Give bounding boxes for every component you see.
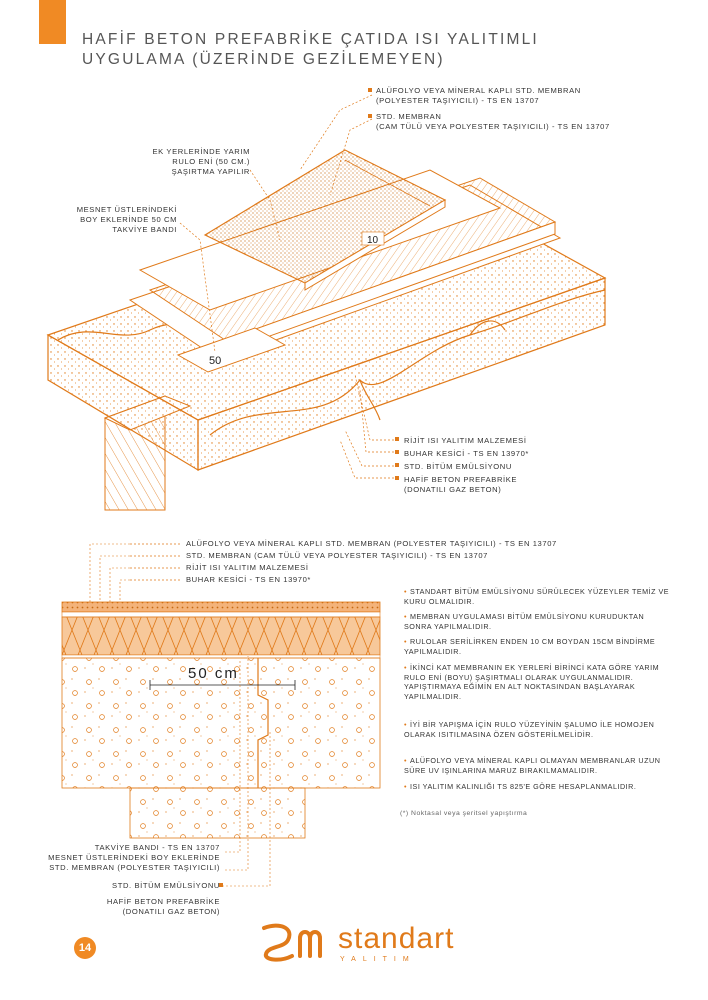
page-number: 14 [74,937,96,959]
section-label-top3: RİJİT ISI YALITIM MALZEMESİ [186,563,309,572]
note-1: • STANDART BİTÜM EMÜLSİYONU SÜRÜLECEK YÜZEYLER TEMİZ VE KURU OLMALIDIR. [404,587,670,606]
dim-50-label: 50 [209,355,222,367]
label-rigid: RİJİT ISI YALITIM MALZEMESİ [404,436,527,445]
logo-text: standart [338,922,455,955]
note-5-text: İYİ BİR YAPIŞMA İÇİN RULO YÜZEYİNİN ŞALUMO İLE HOMOJEN OLARAK ISITILMASINA ÖZEN GÖSTERİLMELİDİR. [404,720,655,739]
label-support [62,205,177,235]
note-2: • MEMBRAN UYGULAMASI BİTÜM EMÜLSİYONU KURUDUKTAN SONRA YAPILMALIDIR. [404,612,645,631]
label-overlap-line3: ŞAŞIRTMA YAPILIR [171,167,250,176]
section-label-bottom6: (DONATILI GAZ BETON) [122,907,220,916]
label-vapor: BUHAR KESİCİ - TS EN 13970* [404,449,529,458]
note-6: • ALÜFOLYO VEYA MİNERAL KAPLI OLMAYAN MEMBRANLAR UZUN SÜRE UV IŞINLARINA MARUZ BIRAKILMAMALIDIR. [404,756,661,775]
section-label-bottom3: STD. MEMBRAN (POLYESTER TAŞIYICILI) [49,863,220,872]
section-label-bottom5: HAFİF BETON PREFABRİKE [106,897,220,906]
note-2-text: MEMBRAN UYGULAMASI BİTÜM EMÜLSİYONU KURUDUKTAN SONRA YAPILMALIDIR. [404,612,645,631]
section-dim-label: 50 cm [188,665,239,682]
note-4-text: İKİNCİ KAT MEMBRANIN EK YERLERİ BİRİNCİ KATA GÖRE YARIM RULO ENİ (BOYU) ŞAŞIRTMALI OLARAK UYGULANMALIDIR. YAPIŞTIRMAYA EĞİMİN EN ALT NOKTASINDAN BAŞLAYARAK YAPILMALIDIR. [404,663,660,701]
label-precast-line2: (DONATILI GAZ BETON) [404,485,502,494]
note-3: • RULOLAR SERİLİRKEN ENDEN 10 CM BOYDAN 15CM BİNDİRME YAPILMALIDIR. [404,637,656,656]
title-line-2: UYGULAMA (ÜZERİNDE GEZİLEMEYEN) [82,51,445,68]
section-label-bottom-group1 [40,843,220,873]
label-precast [404,475,517,495]
label-precast-line1: HAFİF BETON PREFABRİKE [404,475,518,484]
section-label-bottom-group2 [40,897,220,917]
note-7-text: ISI YALITIM KALINLIĞI TS 825'E GÖRE HESAPLANMALIDIR. [410,782,637,791]
label-bitumen: STD. BİTÜM EMÜLSİYONU [404,462,512,471]
note-1-text: STANDART BİTÜM EMÜLSİYONU SÜRÜLECEK YÜZEYLER TEMİZ VE KURU OLMALIDIR. [404,587,670,606]
label-support-line1: MESNET ÜSTLERİNDEKİ [76,205,177,214]
label-std-membrane [376,112,610,132]
logo-subtext: YALITIM [340,956,416,963]
label-std-membrane-line2: (CAM TÜLÜ VEYA POLYESTER TAŞIYICILI) - TS EN 13707 [376,122,610,131]
label-alufolio [376,86,581,106]
label-overlap-line2: RULO ENİ (50 CM.) [172,157,250,166]
note-6-text: ALÜFOLYO VEYA MİNERAL KAPLI OLMAYAN MEMBRANLAR UZUN SÜRE UV IŞINLARINA MARUZ BIRAKILMAMALIDIR. [404,756,661,775]
label-support-line2: BOY EKLERİNDE 50 CM [80,215,177,224]
logo-mark-icon [258,920,334,962]
dim-10-label: 10 [367,235,379,246]
section-label-bottom4: STD. BİTÜM EMÜLSİYONU [112,881,220,890]
label-std-membrane-line1: STD. MEMBRAN [376,112,442,121]
label-alufolio-line2: (POLYESTER TAŞIYICILI) - TS EN 13707 [376,96,540,105]
section-label-bottom1: TAKVİYE BANDI - TS EN 13707 [94,843,220,852]
label-support-line3: TAKVİYE BANDI [112,225,177,234]
label-overlap [150,147,250,177]
footnote: (*) Noktasal veya şeritsel yapıştırma [400,810,528,817]
title-line-1: HAFİF BETON PREFABRİKE ÇATIDA ISI YALITIMLI [82,31,539,48]
label-alufolio-line1: ALÜFOLYO VEYA MİNERAL KAPLI STD. MEMBRAN [376,86,581,95]
note-3-text: RULOLAR SERİLİRKEN ENDEN 10 CM BOYDAN 15CM BİNDİRME YAPILMALIDIR. [404,637,656,656]
note-5: • İYİ BİR YAPIŞMA İÇİN RULO YÜZEYİNİN ŞALUMO İLE HOMOJEN OLARAK ISITILMASINA ÖZEN GÖSTERİLMELİDİR. [404,720,655,739]
section-label-bottom2: MESNET ÜSTLERİNDEKİ BOY EKLERİNDE [48,853,220,862]
section-label-top2: STD. MEMBRAN (CAM TÜLÜ VEYA POLYESTER TAŞIYICILI) - TS EN 13707 [186,551,488,560]
note-4: • İKİNCİ KAT MEMBRANIN EK YERLERİ BİRİNCİ KATA GÖRE YARIM RULO ENİ (BOYU) ŞAŞIRTMALI OLARAK UYGULANMALIDIR. YAPIŞTIRMAYA EĞİMİN EN ALT NOKTASINDAN BAŞLAYARAK YAPILMALIDIR. [404,663,660,701]
label-overlap-line1: EK YERLERİNDE YARIM [152,147,250,156]
note-7: • ISI YALITIM KALINLIĞI TS 825'E GÖRE HESAPLANMALIDIR. [404,782,637,791]
section-label-top1: ALÜFOLYO VEYA MİNERAL KAPLI STD. MEMBRAN (POLYESTER TAŞIYICILI) - TS EN 13707 [186,539,557,548]
section-label-top4: BUHAR KESİCİ - TS EN 13970* [186,575,311,584]
